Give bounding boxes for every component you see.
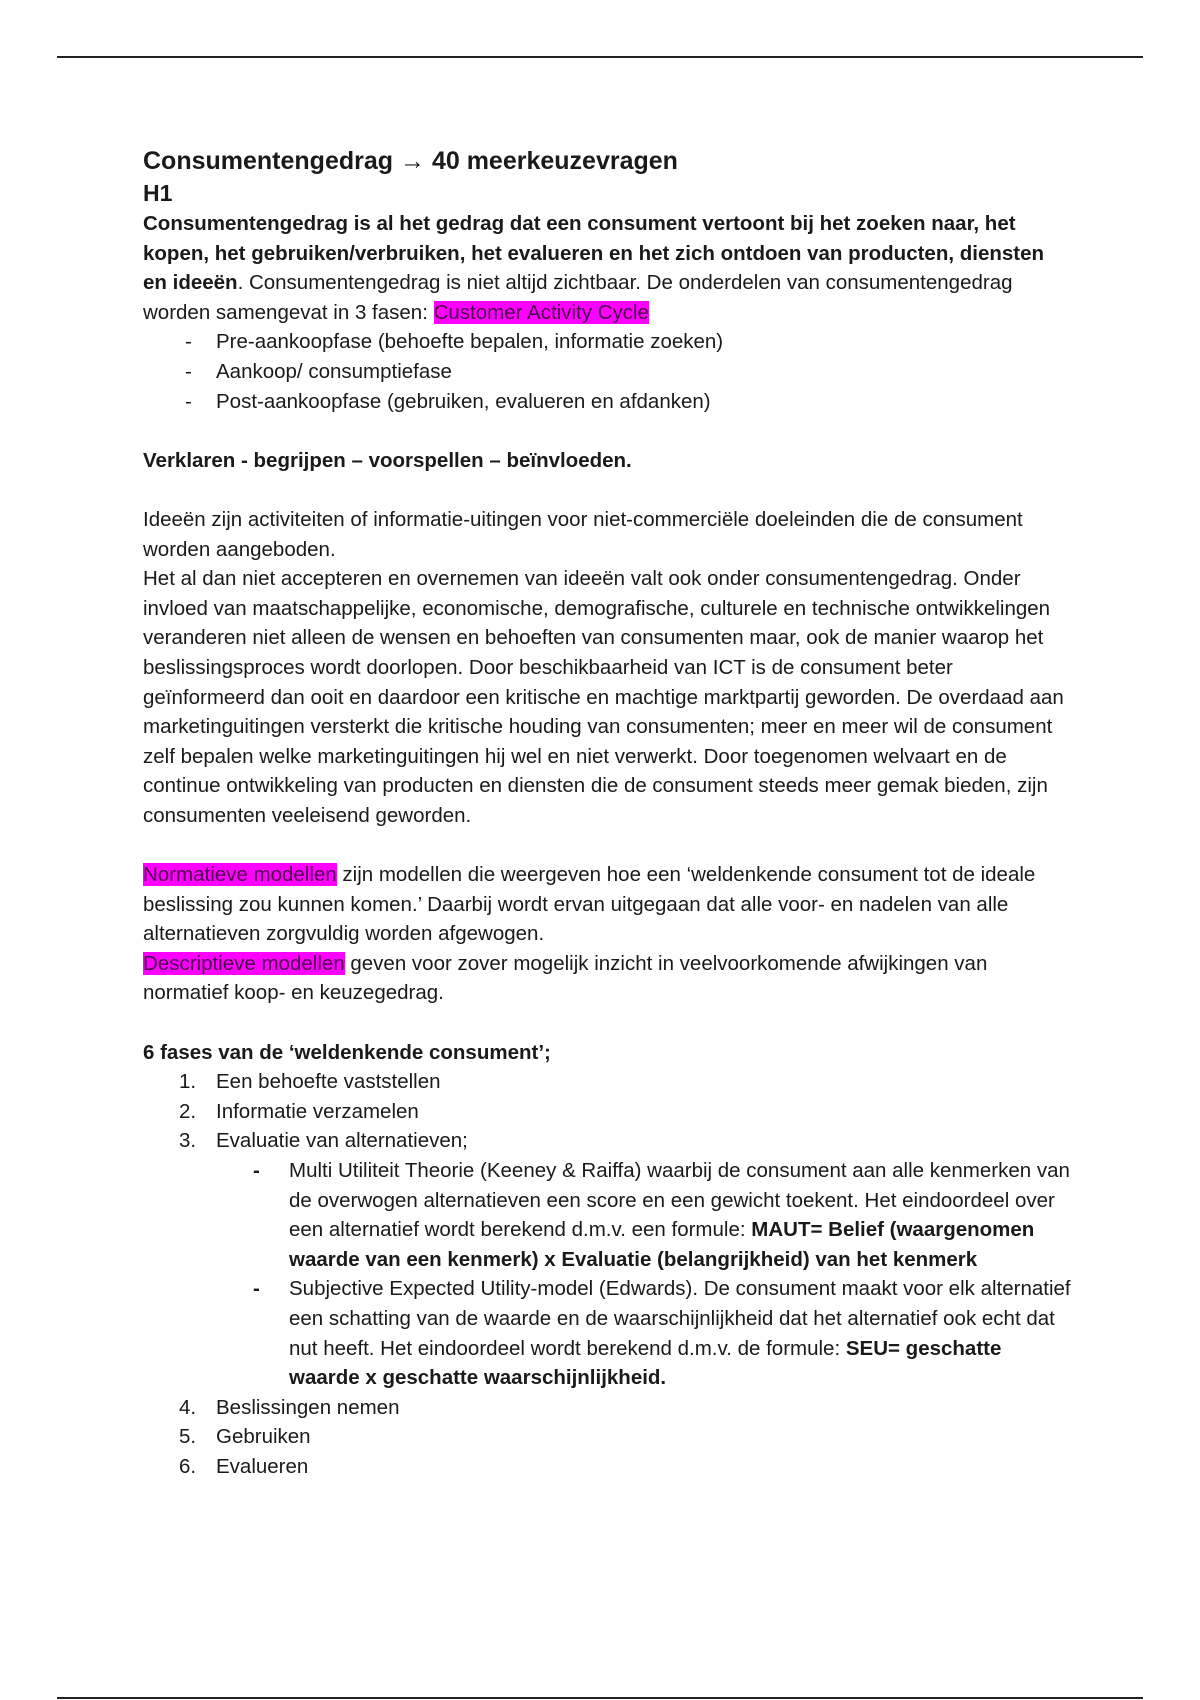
highlight-normative-models: Normatieve modellen xyxy=(143,863,337,887)
highlight-customer-activity-cycle: Customer Activity Cycle xyxy=(433,300,649,324)
influence-paragraph: Het al dan niet accepteren en overnemen van ideeën valt ook onder consumentengedrag. Onder invloed van maatschappelijke, economische, demografische, culturele en technische ontwikkelingen veranderen niet alleen de wensen en behoeften van consumenten maar, ook de manier waarop het beslissingsproces wordt doorlopen. Door beschikbaarheid van ICT is de consument beter geïnformeerd dan ooit en daardoor een kritische en machtige marktpartij geworden. De overdaad aan marketinguitingen versterkt die kritische houding van consumenten; meer en meer wil de consument zelf bepalen welke marketinguitingen hij wel en niet verwerkt. Door toegenomen welvaart en de continue ontwikkeling van producten en diensten die de consument steeds meer gemak bieden, zijn consumenten veeleisend geworden. xyxy=(143,567,1064,827)
goals-heading: Verklaren - begrijpen – voorspellen – beïnvloeden. xyxy=(143,448,632,472)
steps-list xyxy=(143,1067,1073,1481)
document-body xyxy=(143,145,1073,1482)
list-item: 4. Beslissingen nemen xyxy=(179,1395,400,1419)
ideas-paragraph: Ideeën zijn activiteiten of informatie-uitingen voor niet-commerciële doeleinden die de consument worden aangeboden. xyxy=(143,507,1023,561)
descriptive-paragraph: Descriptieve modellen geven voor zover mogelijk inzicht in veelvoorkomende afwijkingen van normatief koop- en keuzegedrag. xyxy=(143,951,988,1005)
list-item: 1. Een behoefte vaststellen xyxy=(179,1070,441,1094)
steps-heading: 6 fases van de ‘weldenkende consument’; xyxy=(143,1040,551,1064)
list-item: - Pre-aankoopfase (behoefte bepalen, informatie zoeken) xyxy=(185,327,1073,357)
chapter-heading: H1 xyxy=(143,180,173,206)
list-item: 6. Evalueren xyxy=(179,1454,309,1478)
definition-bold: Consumentengedrag is al het gedrag dat een consument vertoont bij het zoeken naar, het kopen, het gebruiken/verbruiken, het evalueren en het zich ontdoen van producten, diensten en ideeën xyxy=(143,212,1045,295)
evaluation-models-list xyxy=(216,1156,1073,1393)
document-title: Consumentengedrag → 40 meerkeuzevragen xyxy=(143,147,678,175)
bottom-rule xyxy=(57,1697,1143,1699)
maut-formula: MAUT= Belief (waargenomen waarde van een kenmerk) x Evaluatie (belangrijkheid) van het kenmerk xyxy=(289,1218,1035,1271)
list-item-seu: - Subjective Expected Utility-model (Edwards). De consument maakt voor elk alternatief een schatting van de waarde en de waarschijnlijkheid dat het alternatief ook echt dat nut heeft. Het eindoordeel wordt berekend d.m.v. de formule: SEU= geschatte waarde x geschatte waarschijnlijkheid. xyxy=(253,1274,1073,1392)
arrow-right-icon: → xyxy=(399,147,425,175)
list-item-maut: - Multi Utiliteit Theorie (Keeney & Raiffa) waarbij de consument aan alle kenmerken van de overwogen alternatieven een score en een gewicht toekent. Het eindoordeel over een alternatief wordt berekend d.m.v. een formule: MAUT= Belief (waargenomen waarde van een kenmerk) x Evaluatie (belangrijkheid) van het kenmerk xyxy=(253,1156,1073,1274)
list-item: 3. Evaluatie van alternatieven; - Multi Utiliteit Theorie (Keeney & Raiffa) waarbij de consument aan alle kenmerken van de overwogen alternatieven een score en een gewicht toekent. Het eindoordeel over een alternatief wordt berekend d.m.v. een formule: MAUT= Belief (waargenomen waarde van een kenmerk) x Evaluatie (belangrijkheid) van het kenmerk - Subjective Expected Utility-model (Edwards). De consument maakt voor elk alternatief een schatting van de waarde en de waarschijnlijkheid dat het alternatief ook echt dat nut heeft. Het eindoordeel wordt berekend d.m.v. de formule: SEU= geschatte waarde x geschatte waarschijnlijkheid. xyxy=(179,1126,1073,1392)
list-item: 2. Informatie verzamelen xyxy=(179,1099,419,1123)
list-item: - Aankoop/ consumptiefase xyxy=(185,357,1073,387)
list-item: - Post-aankoopfase (gebruiken, evalueren en afdanken) xyxy=(185,387,1073,417)
top-rule xyxy=(57,56,1143,58)
normative-paragraph: Normatieve modellen zijn modellen die weergeven hoe een ‘weldenkende consument tot de ideale beslissing zou kunnen komen.’ Daarbij wordt ervan uitgegaan dat alle voor- en nadelen van alle alternatieven zorgvuldig worden afgewogen. xyxy=(143,863,1036,946)
highlight-descriptive-models: Descriptieve modellen xyxy=(143,951,345,975)
list-item: 5. Gebruiken xyxy=(179,1425,311,1449)
intro-paragraph: Consumentengedrag is al het gedrag dat een consument vertoont bij het zoeken naar, het kopen, het gebruiken/verbruiken, het evalueren en het zich ontdoen van producten, diensten en ideeën. Consumentengedrag is niet altijd zichtbaar. De onderdelen van consumentengedrag worden samengevat in 3 fasen: Customer Activity Cycle xyxy=(143,212,1045,324)
seu-formula: SEU= geschatte waarde x geschatte waarschijnlijkheid. xyxy=(289,1336,1002,1390)
phases-list xyxy=(143,327,1073,416)
